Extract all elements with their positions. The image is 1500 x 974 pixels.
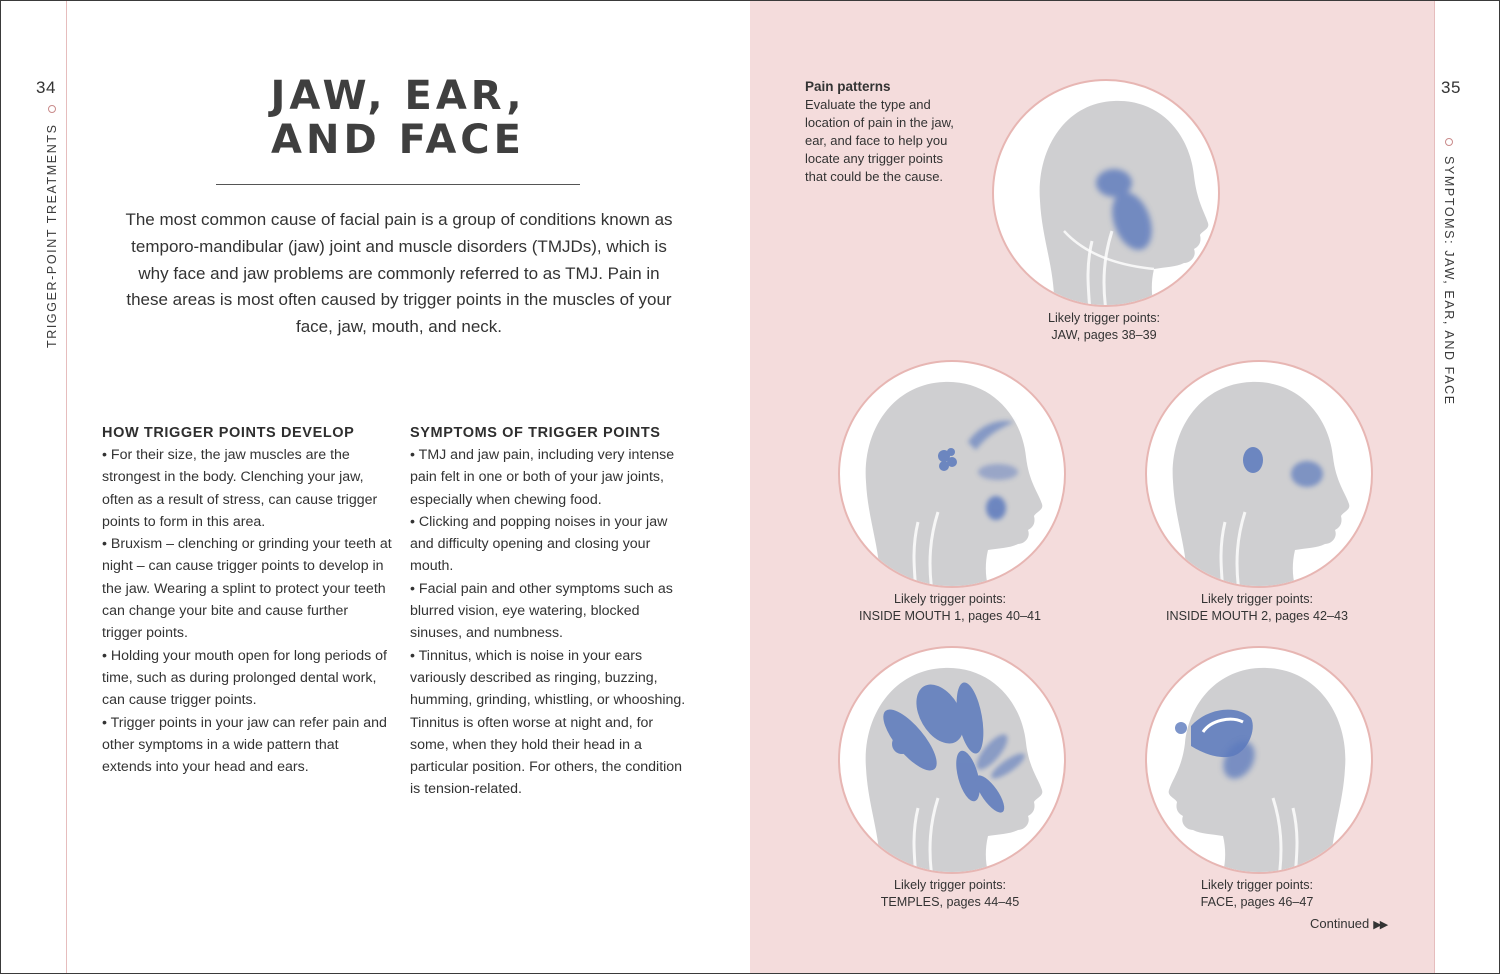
continued-label: Continued [1310,916,1370,931]
bullet-item: • Holding your mouth open for long periods of time, such as during prolonged dental work, can cause trigger points. [102,647,387,709]
bullet-item: • TMJ and jaw pain, including very intense pain felt in one or both of your jaw joints, especially when chewing food. [410,447,675,508]
double-arrow-right-icon: ▶▶ [1373,919,1387,931]
page-title [150,74,646,162]
caption-label: Likely trigger points: [1201,878,1313,892]
pain-patterns-sidebar [805,78,965,186]
column-heading: HOW TRIGGER POINTS DEVELOP [102,425,355,441]
left-running-head-text: TRIGGER-POINT TREATMENTS [45,123,59,348]
caption-pages: INSIDE MOUTH 2, pages 42–43 [1166,609,1348,623]
diagram-caption-temples [820,877,1080,911]
title-divider [216,184,580,185]
bullet-item: • For their size, the jaw muscles are the strongest in the body. Clenching your jaw, often as a result of stress, can cause trigger points to form in this area. [102,447,378,530]
bullet-item: • Bruxism – clenching or grinding your teeth at night – can cause trigger points to develop in the jaw. Wearing a splint to protect your teeth can change your bite and cause further trigger points. [102,536,392,642]
head-profile-illustration [840,362,1064,586]
head-profile-illustration [1147,362,1371,586]
head-diagram-temples [838,646,1066,874]
head-diagram-face [1145,646,1373,874]
diagram-caption-inside-mouth-2 [1127,591,1387,625]
bullet-item: • Clicking and popping noises in your jaw and difficulty opening and closing your mouth. [410,513,668,575]
intro-paragraph: The most common cause of facial pain is a group of conditions known as temporo-mandibular (jaw) joint and muscle disorders (TMJDs), which is why face and jaw problems are commonly referred to as TMJ. Pain in these areas is most often caused by trigger points in the muscles of your face, jaw, mouth, and neck. [125,210,673,337]
title-line-2: AND FACE [271,117,525,163]
head-diagram-inside-mouth-1 [838,360,1066,588]
bullet-item: • Trigger points in your jaw can refer pain and other symptoms in a wide pattern that extends into your head and ears. [102,714,387,776]
right-page-number: 35 [1441,78,1461,97]
caption-pages: FACE, pages 46–47 [1200,895,1314,909]
caption-pages: INSIDE MOUTH 1, pages 40–41 [859,609,1041,623]
column-heading: SYMPTOMS OF TRIGGER POINTS [410,425,661,441]
caption-label: Likely trigger points: [1048,311,1160,325]
right-running-head [1442,128,1456,406]
diagram-caption-inside-mouth-1 [820,591,1080,625]
title-line-1: JAW, EAR, [270,73,526,119]
head-profile-illustration [840,648,1064,872]
head-diagram-jaw [992,79,1220,307]
left-page-number: 34 [36,78,56,97]
circle-dot-icon [48,105,56,113]
left-running-head [45,95,59,348]
column-how-trigger-points-develop [102,422,392,778]
circle-dot-icon [1445,138,1453,146]
head-profile-illustration [994,81,1218,305]
caption-label: Likely trigger points: [894,878,1006,892]
head-diagram-inside-mouth-2 [1145,360,1373,588]
head-profile-illustration [1147,648,1371,872]
diagram-caption-jaw [974,310,1234,344]
caption-pages: TEMPLES, pages 44–45 [880,895,1020,909]
column-symptoms-of-trigger-points [410,422,692,801]
diagram-caption-face [1127,877,1387,911]
bullet-item: • Tinnitus, which is noise in your ears variously described as ringing, buzzing, humming, grinding, whistling, or whooshing. Tinnitus is often worse at night and, for some, when they hold their head in a particular position. For others, the condition is tension-related. [410,647,686,798]
caption-pages: JAW, pages 38–39 [1051,328,1157,342]
caption-label: Likely trigger points: [1201,592,1313,606]
pain-patterns-heading: Pain patterns [805,79,891,94]
continued-link[interactable] [1310,916,1386,931]
right-running-head-text: SYMPTOMS: JAW, EAR, AND FACE [1442,156,1456,406]
caption-label: Likely trigger points: [894,592,1006,606]
pain-patterns-body: Evaluate the type and location of pain in the jaw, ear, and face to help you locate any trigger points that could be the cause. [805,97,954,184]
bullet-item: • Facial pain and other symptoms such as blurred vision, eye watering, blocked sinuses, and numbness. [410,580,673,642]
